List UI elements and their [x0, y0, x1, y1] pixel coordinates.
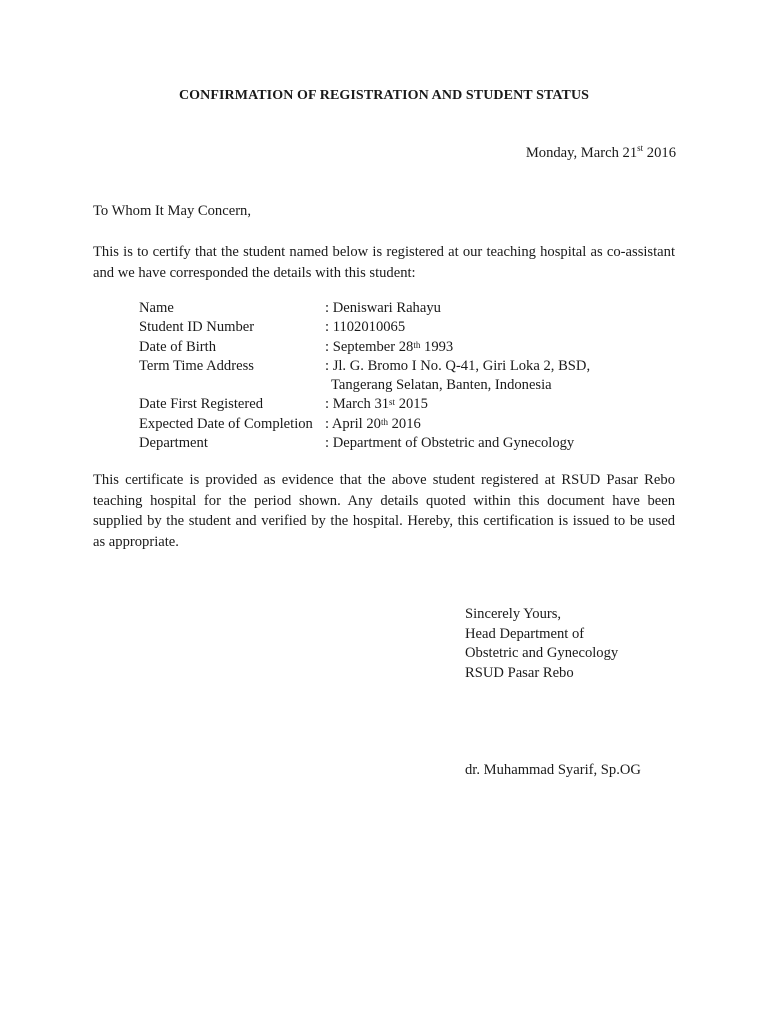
detail-row-department	[139, 434, 590, 453]
student-details	[139, 299, 590, 453]
completion-sup: th	[380, 416, 388, 427]
detail-value: : 1102010065	[325, 319, 406, 336]
detail-address-continuation: Tangerang Selatan, Banten, Indonesia	[331, 377, 552, 394]
signer-name: dr. Muhammad Syarif, Sp.OG	[465, 762, 641, 778]
closing-block	[465, 605, 618, 684]
detail-label: Department	[139, 435, 208, 452]
detail-value	[325, 395, 428, 414]
registered-sup: st	[389, 397, 396, 408]
detail-row-first-registered	[139, 395, 590, 414]
detail-value	[325, 338, 453, 357]
detail-row-completion	[139, 415, 590, 434]
dob-sup: th	[413, 339, 421, 350]
salutation: To Whom It May Concern,	[93, 203, 251, 219]
detail-value	[325, 415, 421, 434]
detail-label: Expected Date of Completion	[139, 415, 313, 432]
document-title: CONFIRMATION OF REGISTRATION AND STUDENT STATUS	[178, 88, 590, 103]
letter-date	[526, 145, 676, 162]
detail-label: Date of Birth	[139, 338, 217, 355]
detail-value: : Jl. G. Bromo I No. Q-41, Giri Loka 2, BSD,	[325, 357, 591, 374]
detail-row-dob	[139, 338, 590, 357]
detail-label: Student ID Number	[139, 319, 255, 336]
closing-line: RSUD Pasar Rebo	[465, 665, 574, 682]
date-suffix: 2016	[643, 145, 676, 161]
registered-prefix: : March 31	[325, 396, 390, 413]
detail-label: Name	[139, 300, 174, 316]
dob-suffix: 1993	[420, 338, 454, 355]
detail-label: Date First Registered	[139, 396, 264, 413]
dob-prefix: : September 28	[325, 338, 414, 355]
closing-line: Head Department of	[465, 625, 585, 642]
detail-label: Term Time Address	[139, 357, 254, 374]
detail-row-name	[139, 299, 590, 318]
intro-paragraph: This is to certify that the student named below is registered at our teaching hospital as co-assistant and we have corresponded the details with this student:	[93, 244, 675, 281]
detail-row-student-id	[139, 318, 590, 337]
detail-row-address	[139, 357, 590, 376]
closing-line: Obstetric and Gynecology	[465, 645, 619, 662]
detail-value: : Department of Obstetric and Gynecology	[325, 435, 575, 452]
registered-suffix: 2015	[395, 396, 428, 413]
detail-value: : Deniswari Rahayu	[325, 300, 441, 316]
completion-suffix: 2016	[387, 415, 421, 432]
body-paragraph: This certificate is provided as evidence that the above student registered at RSUD Pasar Rebo teaching hospital for the period shown. Any details quoted within this document have been supplied by the student and verified by the hospital. Hereby, this certification is issued to be used as appropriate.	[93, 472, 675, 550]
closing-line: Sincerely Yours,	[465, 606, 562, 622]
date-prefix: Monday, March 21	[525, 145, 638, 161]
completion-prefix: : April 20	[325, 415, 381, 432]
date-sup: st	[637, 143, 644, 153]
